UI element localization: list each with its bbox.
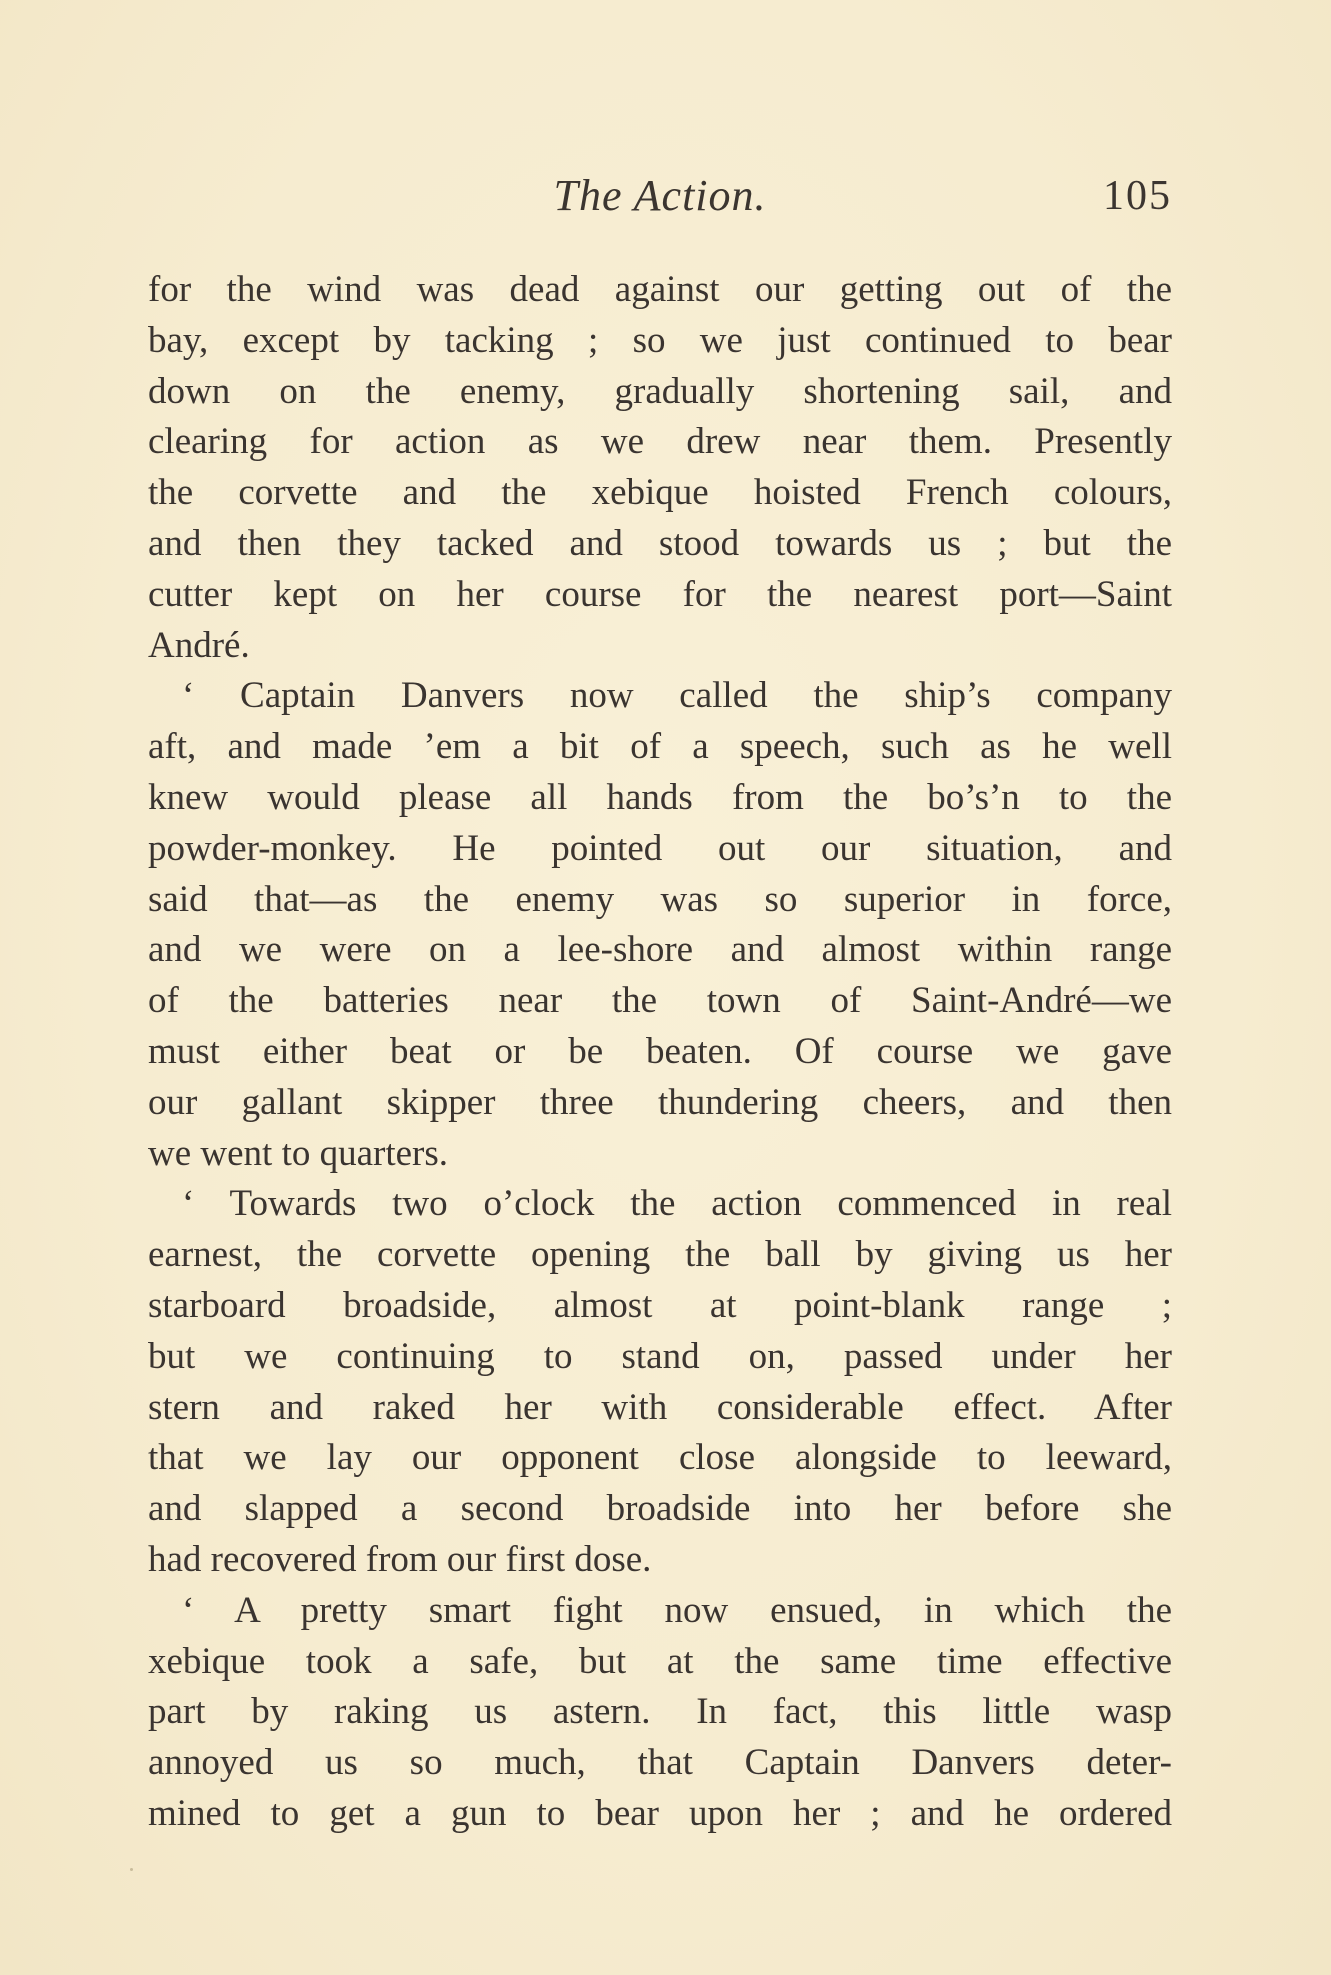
text-line: André. — [148, 624, 250, 666]
text-line: had recovered from our first dose. — [148, 1538, 652, 1580]
text-line: part by raking us astern. In fact, this little wasp — [148, 1691, 1172, 1733]
text-line: ‘ A pretty smart fight now ensued, in which the — [182, 1589, 1172, 1631]
text-line: aft, and made ’em a bit of a speech, such as he well — [148, 726, 1172, 768]
text-line: annoyed us so much, that Captain Danvers deter- — [148, 1742, 1172, 1784]
text-line: bay, except by tacking ; so we just continued to bear — [148, 319, 1172, 361]
text-line: of the batteries near the town of Saint-André—we — [148, 980, 1172, 1022]
text-line: ‘ Captain Danvers now called the ship’s company — [182, 675, 1172, 717]
chapter-title: The Action. — [553, 171, 767, 220]
running-head — [148, 170, 1172, 230]
text-line: cutter kept on her course for the nearest port—Saint — [148, 573, 1172, 615]
text-line: and we were on a lee-shore and almost within range — [148, 929, 1172, 971]
text-line: down on the enemy, gradually shortening sail, and — [148, 370, 1172, 412]
text-line: ‘ Towards two o’clock the action commenced in real — [182, 1183, 1172, 1225]
text-line: that we lay our opponent close alongside to leeward, — [148, 1437, 1172, 1479]
text-line: clearing for action as we drew near them. Presently — [148, 421, 1172, 463]
text-line: powder-monkey. He pointed out our situation, and — [148, 827, 1172, 869]
text-line: and then they tacked and stood towards us ; but the — [148, 522, 1172, 564]
paper-speck — [130, 1868, 133, 1871]
text-line: our gallant skipper three thundering cheers, and then — [148, 1081, 1172, 1123]
text-line: must either beat or be beaten. Of course we gave — [148, 1030, 1172, 1072]
page-number: 105 — [1103, 173, 1172, 219]
text-line: and slapped a second broadside into her before she — [148, 1488, 1172, 1530]
text-line: mined to get a gun to bear upon her ; and he ordered — [148, 1792, 1172, 1834]
text-line: but we continuing to stand on, passed under her — [148, 1335, 1172, 1377]
text-line: starboard broadside, almost at point-blank range ; — [148, 1284, 1172, 1326]
text-line: we went to quarters. — [148, 1132, 449, 1174]
text-line: knew would please all hands from the bo’s’n to the — [148, 776, 1172, 818]
text-line: xebique took a safe, but at the same time effective — [148, 1640, 1172, 1682]
body-text — [148, 265, 1172, 1840]
text-line: stern and raked her with considerable effect. After — [148, 1386, 1172, 1428]
text-line: the corvette and the xebique hoisted French colours, — [148, 472, 1172, 514]
text-line: earnest, the corvette opening the ball by giving us her — [148, 1234, 1172, 1276]
text-line: said that—as the enemy was so superior in force, — [148, 878, 1172, 920]
text-line: for the wind was dead against our getting out of the — [148, 269, 1172, 310]
